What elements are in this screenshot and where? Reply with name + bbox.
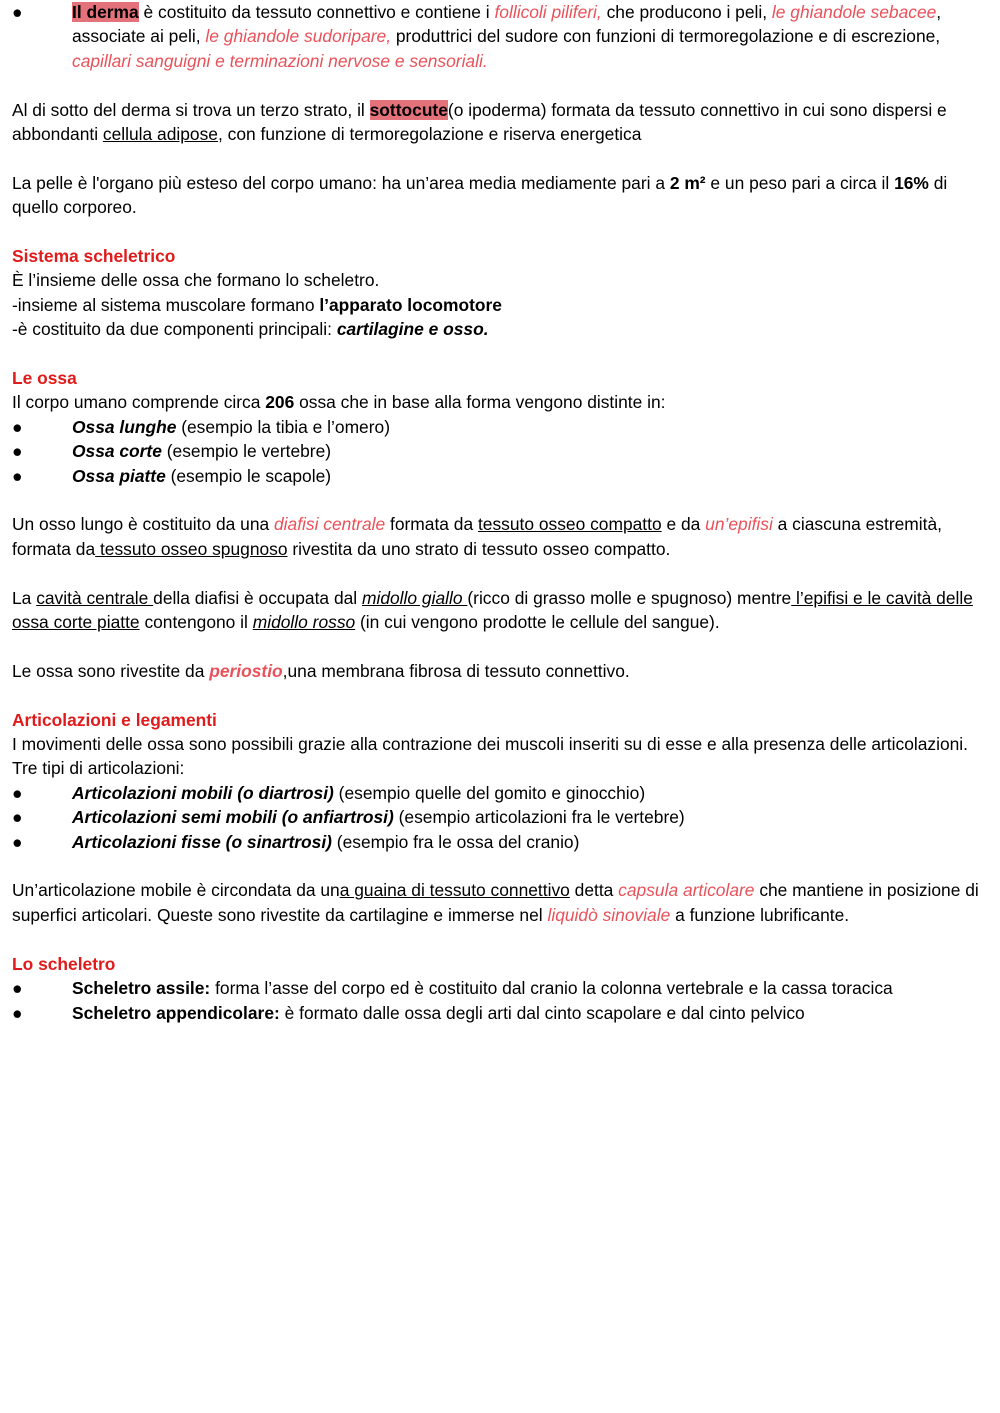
follicoli-term: follicoli piliferi,: [494, 2, 602, 22]
list-item: ● Ossa corte (esempio le vertebre): [12, 439, 990, 463]
pelle-peso-value: 16%: [894, 172, 929, 193]
bullet-icon: ●: [12, 782, 23, 803]
ghiandole-sudoripare-term: le ghiandole sudoripare,: [205, 26, 392, 47]
articolazioni-tipi: Tre tipi di articolazioni:: [12, 758, 185, 779]
list-item: ● Ossa lunghe (esempio la tibia e l’omero): [12, 415, 990, 439]
periostio-term: periostio: [209, 660, 283, 681]
cartilagine-osso-term: cartilagine e osso.: [336, 319, 489, 340]
list-item: ● Articolazioni fisse (o sinartrosi) (esempio fra le ossa del cranio): [12, 830, 990, 854]
list-item: ● Scheletro appendicolare: è formato dalle ossa degli arti dal cinto scapolare e dal cinto pelvico: [12, 1001, 990, 1025]
articolazione-mobile-paragraph: Un’articolazione mobile è circondata da una guaina di tessuto connettivo detta capsula articolare che mantiene in posizione di superfici articolari. Queste sono rivestite da cartilagine e immerse nel liquidò sinoviale a funzione lubrificante.: [12, 880, 979, 925]
cavita-paragraph: La cavità centrale della diafisi è occupata dal midollo giallo (ricco di grasso molle e spugnoso) mentre l’epifisi e le cavità delle ossa corte piatte contengono il midollo rosso (in cui vengono prodotte le cellule del sangue).: [12, 587, 973, 633]
apparato-locomotore-term: l’apparato locomotore: [319, 294, 502, 315]
list-item: ● Scheletro assile: forma l’asse del corpo ed è costituito dal cranio la colonna vertebrale e la cassa toracica: [12, 976, 990, 1000]
sottocute-term: sottocute: [369, 99, 448, 120]
bullet-icon: ●: [12, 2, 23, 22]
ossa-intro: Il corpo umano comprende circa 206 ossa che in base alla forma vengono distinte in:: [12, 392, 666, 413]
bullet-icon: ●: [12, 465, 23, 486]
sottocute-paragraph: Al di sotto del derma si trova un terzo strato, il sottocute(o ipoderma) formata da tessuto connettivo in cui sono dispersi e abbondanti cellula adipose, con funzione di termoregolazione e riserva energetica: [12, 99, 947, 145]
articolazioni-heading: Articolazioni e legamenti: [12, 709, 217, 730]
derma-paragraph: ● Il derma è costituito da tessuto connettivo e contiene i follicoli piliferi, che producono i peli, le ghiandole sebacee, associate ai peli, le ghiandole sudoripare, produttrici del sudore con funzioni di termoregolazione e di escrezione, capillari sanguigni e terminazioni nervose e sensoriali.: [12, 2, 942, 71]
diafisi-term: diafisi centrale: [274, 514, 386, 535]
le-ossa-heading: Le ossa: [12, 368, 77, 389]
list-item: ● Articolazioni mobili (o diartrosi) (esempio quelle del gomito e ginocchio): [12, 781, 990, 805]
epifisi-cavita-term: l’epifisi e le cavità delle ossa corte piatte: [12, 587, 973, 633]
sistema-scheletrico-heading: Sistema scheletrico: [12, 246, 176, 267]
capillari-term: capillari sanguigni e terminazioni nervose e sensoriali.: [72, 50, 488, 71]
sistema-line-3: -è costituito da due componenti principali: cartilagine e osso.: [12, 319, 489, 340]
bullet-icon: ●: [12, 441, 23, 462]
bullet-icon: ●: [12, 1002, 23, 1023]
sistema-line-1: È l’insieme delle ossa che formano lo scheletro.: [12, 270, 380, 291]
periostio-paragraph: Le ossa sono rivestite da periostio,una membrana fibrosa di tessuto connettivo.: [12, 660, 630, 681]
list-item: ● Ossa piatte (esempio le scapole): [12, 464, 990, 488]
document-page: [12, 0, 990, 1025]
articolazioni-intro: I movimenti delle ossa sono possibili grazie alla contrazione dei muscoli inseriti su di esse e alla presenza delle articolazioni.: [12, 734, 969, 755]
capsula-term: capsula articolare: [618, 880, 755, 901]
cavita-centrale-term: cavità centrale: [36, 587, 154, 608]
ossa-count-value: 206: [265, 392, 295, 413]
guaina-term: a guaina di tessuto connettivo: [339, 880, 570, 901]
sistema-line-2: -insieme al sistema muscolare formano l’apparato locomotore: [12, 294, 502, 315]
tessuto-spugnoso-term: tessuto osseo spugnoso: [95, 538, 288, 559]
lo-scheletro-heading: Lo scheletro: [12, 953, 116, 974]
bullet-icon: ●: [12, 807, 23, 828]
ghiandole-sebacee-term: le ghiandole sebacee: [771, 2, 937, 22]
midollo-rosso-term: midollo rosso: [252, 612, 356, 633]
osso-lungo-paragraph: Un osso lungo è costituito da una diafisi centrale formata da tessuto osseo compatto e da un’epifisi a ciascuna estremità, formata da tessuto osseo spugnoso rivestita da uno strato di tessuto osseo compatto.: [12, 514, 942, 559]
pelle-paragraph: La pelle è l'organo più esteso del corpo umano: ha un’area media mediamente pari a 2 m² e un peso pari a circa il 16% di quello corporeo.: [12, 172, 948, 218]
bullet-icon: ●: [12, 416, 23, 437]
midollo-giallo-term: midollo giallo: [361, 587, 468, 608]
bullet-icon: ●: [12, 978, 23, 999]
epifisi-term: un’epifisi: [705, 514, 773, 535]
derma-term: Il derma: [72, 2, 139, 22]
bullet-icon: ●: [12, 831, 23, 852]
pelle-area-value: 2 m²: [669, 172, 706, 193]
cellula-adipose-term: cellula adipose: [102, 124, 218, 145]
liquido-sinoviale-term: liquidò sinoviale: [547, 904, 671, 925]
tessuto-compatto-term: tessuto osseo compatto: [477, 514, 662, 535]
list-item: ● Articolazioni semi mobili (o anfiartrosi) (esempio articolazioni fra le vertebre): [12, 805, 990, 829]
